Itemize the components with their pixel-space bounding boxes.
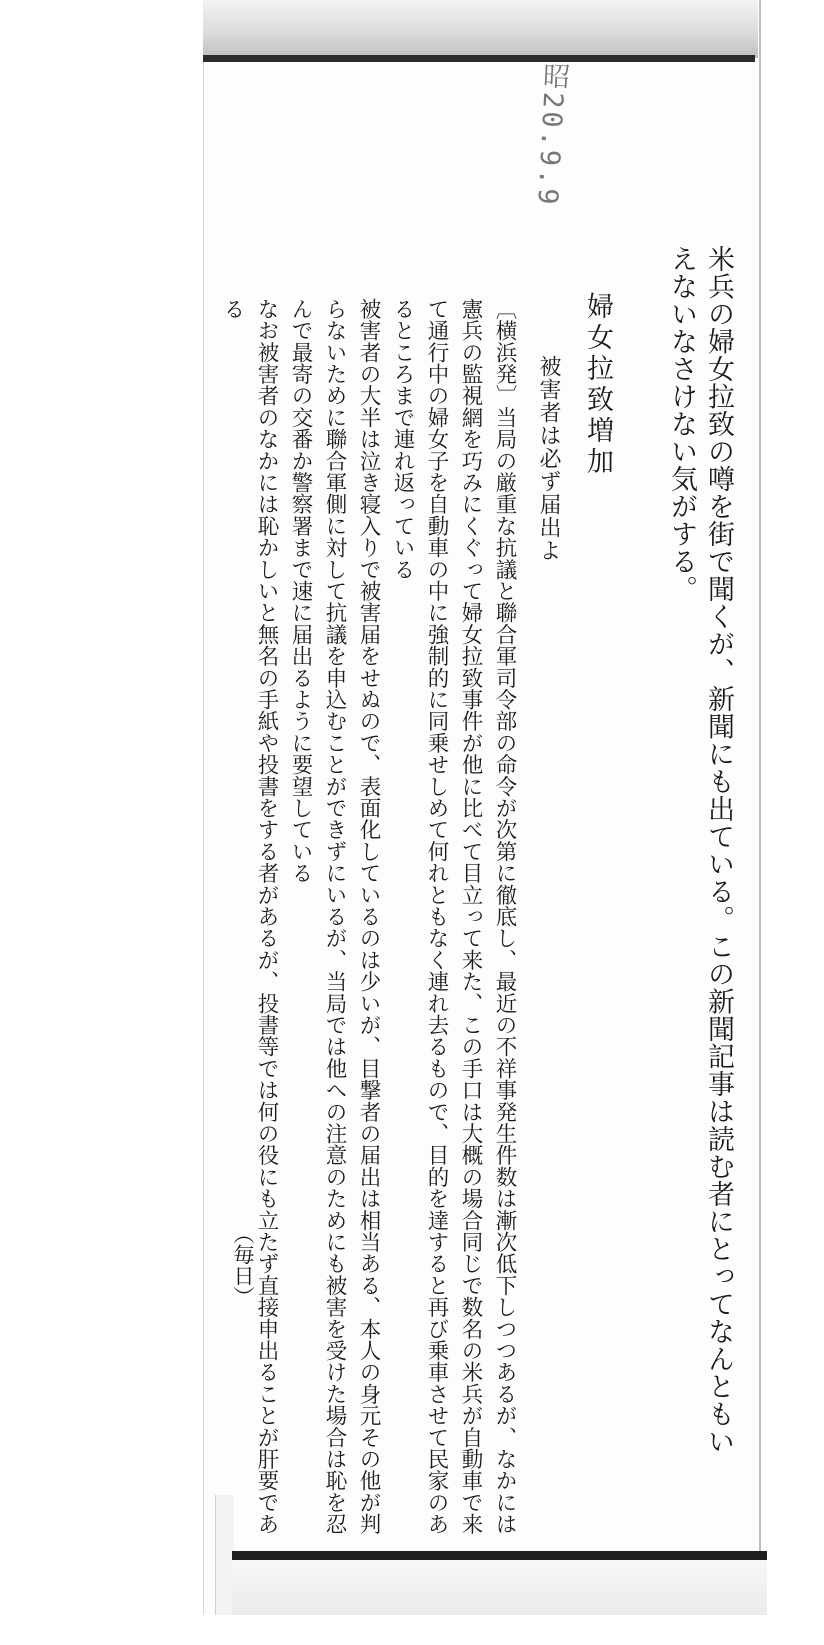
diary-note — [647, 245, 737, 1525]
article-subhead: 被害者は必ず届出よ — [536, 355, 561, 562]
bottom-border-rule — [232, 1551, 767, 1560]
article-paragraph: なお被害者のなかには恥かしいと無名の手紙や投書をする者があるが、投書等では何の役にも立たず直接申出ることが肝要である — [220, 298, 279, 1535]
article-paragraph: 〔横浜発〕当局の厳重な抗議と聯合軍司令部の命令が次第に徹底し、最近の不祥事発生件数は漸次低下しつつあるが、なかには憲兵の監視網を巧みにくぐって婦女拉致事件が他に比べて目立って来た、この手口は大概の場合同じで数名の米兵が自動車で来て通行中の婦女子を自動車の中に強制的に同乗せしめて何れともなく連れ去るもので、目的を達すると再び乗車させて民家のあるところまで連れ返っている — [390, 298, 517, 1535]
top-border-rule — [203, 55, 755, 62]
article-headline: 婦女拉致増加 — [582, 292, 613, 478]
scan-top-shadow — [203, 0, 758, 58]
scan-bottom-shade — [232, 1560, 767, 1615]
diary-note-line: えないなさけない気がする。 — [666, 245, 697, 603]
article-body — [191, 298, 521, 1538]
article-source: （毎日） — [231, 1223, 255, 1307]
diary-note-line: 米兵の婦女拉致の噂を街で聞くが、新聞にも出ている。この新聞記事は読む者にとってなんともい — [703, 245, 734, 1455]
handwritten-date: 昭20.9.9 — [531, 61, 570, 209]
article-paragraph: 被害者の大半は泣き寝入りで被害届をせぬので、表面化しているのは少いが、目撃者の届出は相当ある、本人の身元その他が判らないために聯合軍側に対して抗議を申込むことができずにいるが、当局では他への注意のためにも被害を受けた場合は恥を忍んで最寄の交番か警察署まで速に届出るように要望している — [288, 298, 381, 1535]
